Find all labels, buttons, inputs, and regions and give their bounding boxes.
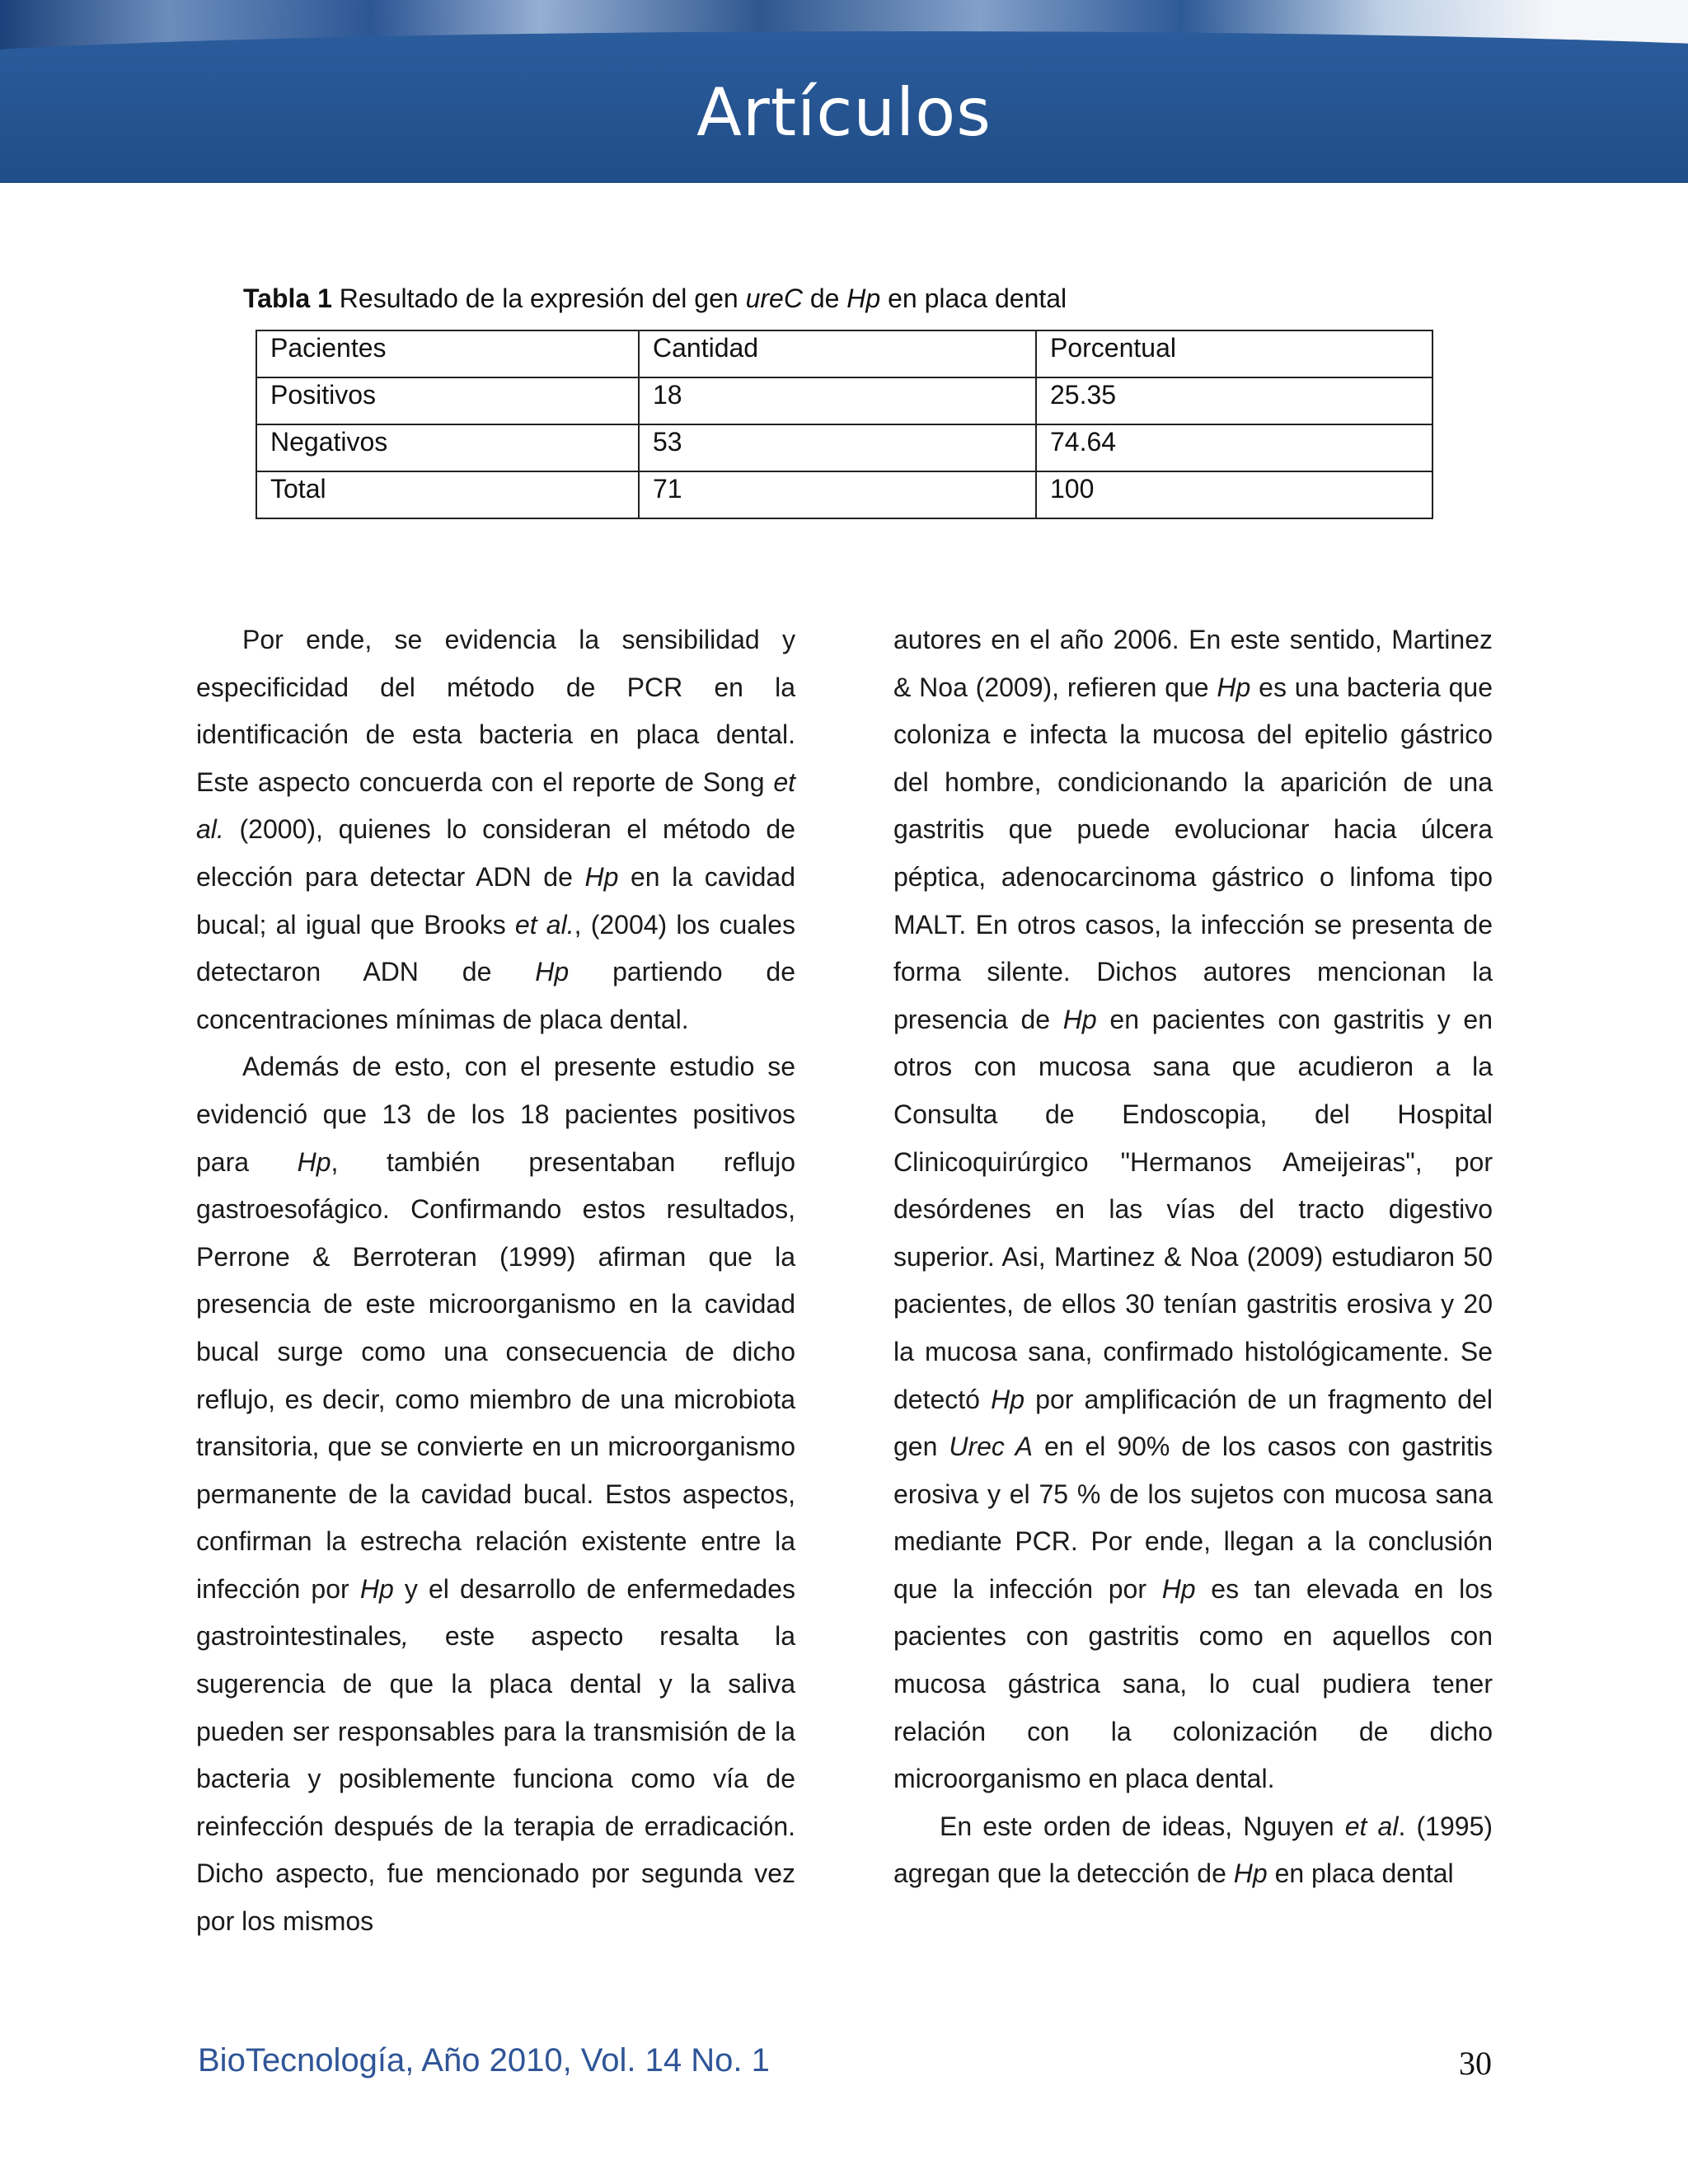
table-caption-label: Tabla 1 [243,284,332,313]
table-cell: 71 [639,471,1036,518]
body-paragraph: Por ende, se evidencia la sensibilidad y especificidad del método de PCR en la identificación de esta bacteria en placa dental. Este aspecto concuerda con el reporte de Song et al. (2000), quienes lo consideran el método de elección para detectar ADN de Hp en la cavidad bucal; al igual que Brooks et al., (2004) los cuales detectaron ADN de Hp partiendo de concentraciones mínimas de placa dental. [196,625,796,1034]
table-caption-organism: Hp [846,284,881,313]
table-caption-text: de [809,284,840,313]
body-paragraph: autores en el año 2006. En este sentido, Martinez & Noa (2009), refieren que Hp es una bacteria que coloniza e infecta la mucosa del epitelio gástrico del hombre, condicionando la aparición de una gastritis que puede evolucionar hacia úlcera péptica, adenocarcinoma gástrico o linfoma tipo MALT. En otros casos, la infección se presenta de forma silente. Dichos autores mencionan la presencia de Hp en pacientes con gastritis y en otros con mucosa sana que acudieron a la Consulta de Endoscopia, del Hospital Clinicoquirúrgico "Hermanos Ameijeiras", por desórdenes en las vías del tracto digestivo superior. Asi, Martinez & Noa (2009) estudiaron 50 pacientes, de ellos 30 tenían gastritis erosiva y 20 la mucosa sana, confirmado histológicamente. Se detectó Hp por amplificación de un fragmento del gen Urec A en el 90% de los casos con gastritis erosiva y el 75 % de los sujetos con mucosa sana mediante PCR. Por ende, llegan a la conclusión que la infección por Hp es tan elevada en los pacientes con gastritis como en aquellos con mucosa gástrica sana, lo cual pudiera tener relación con la colonización de dicho microorganismo en placa dental. [893,625,1493,1794]
table-row [256,377,1432,424]
page-header-banner [0,0,1688,183]
table-row [256,424,1432,471]
section-title: Artículos [696,74,992,151]
table-caption-text: en placa dental [888,284,1067,313]
table-cell: 74.64 [1036,424,1432,471]
page-number: 30 [1459,2045,1492,2082]
table-cell: Positivos [256,377,639,424]
table-caption-text: Resultado de la expresión del gen [339,284,738,313]
table-header-cell: Pacientes [256,330,639,377]
table-row [256,471,1432,518]
body-column-right [893,616,1493,1898]
table-caption-gene: ureC [745,284,803,313]
body-paragraph: En este orden de ideas, Nguyen et al. (1995) agregan que la detección de Hp en placa dental [893,1811,1493,1889]
table-cell: 18 [639,377,1036,424]
table-cell: 25.35 [1036,377,1432,424]
body-paragraph: Además de esto, con el presente estudio se evidenció que 13 de los 18 pacientes positivos para Hp, también presentaban reflujo gastroesofágico. Confirmando estos resultados, Perrone & Berroteran (1999) afirman que la presencia de este microorganismo en la cavidad bucal surge como una consecuencia de dicho reflujo, es decir, como miembro de una microbiota transitoria, que se convierte en un microorganismo permanente de la cavidad bucal. Estos aspectos, confirman la estrecha relación existente entre la infección por Hp y el desarrollo de enfermedades gastrointestinales, este aspecto resalta la sugerencia de que la placa dental y la saliva pueden ser responsables para la transmisión de la bacteria y posiblemente funciona como vía de reinfección después de la terapia de erradicación. Dicho aspecto, fue mencionado por segunda vez por los mismos [196,1052,796,1937]
body-column-left [196,616,795,1946]
footer-journal-citation: BioTecnología, Año 2010, Vol. 14 No. 1 [198,2042,770,2079]
results-table [256,330,1433,519]
table-cell: 100 [1036,471,1432,518]
table-cell: Total [256,471,639,518]
table-header-cell: Porcentual [1036,330,1432,377]
table-header-row [256,330,1432,377]
table-cell: 53 [639,424,1036,471]
table-header-cell: Cantidad [639,330,1036,377]
table-caption [243,284,1067,314]
table-cell: Negativos [256,424,639,471]
